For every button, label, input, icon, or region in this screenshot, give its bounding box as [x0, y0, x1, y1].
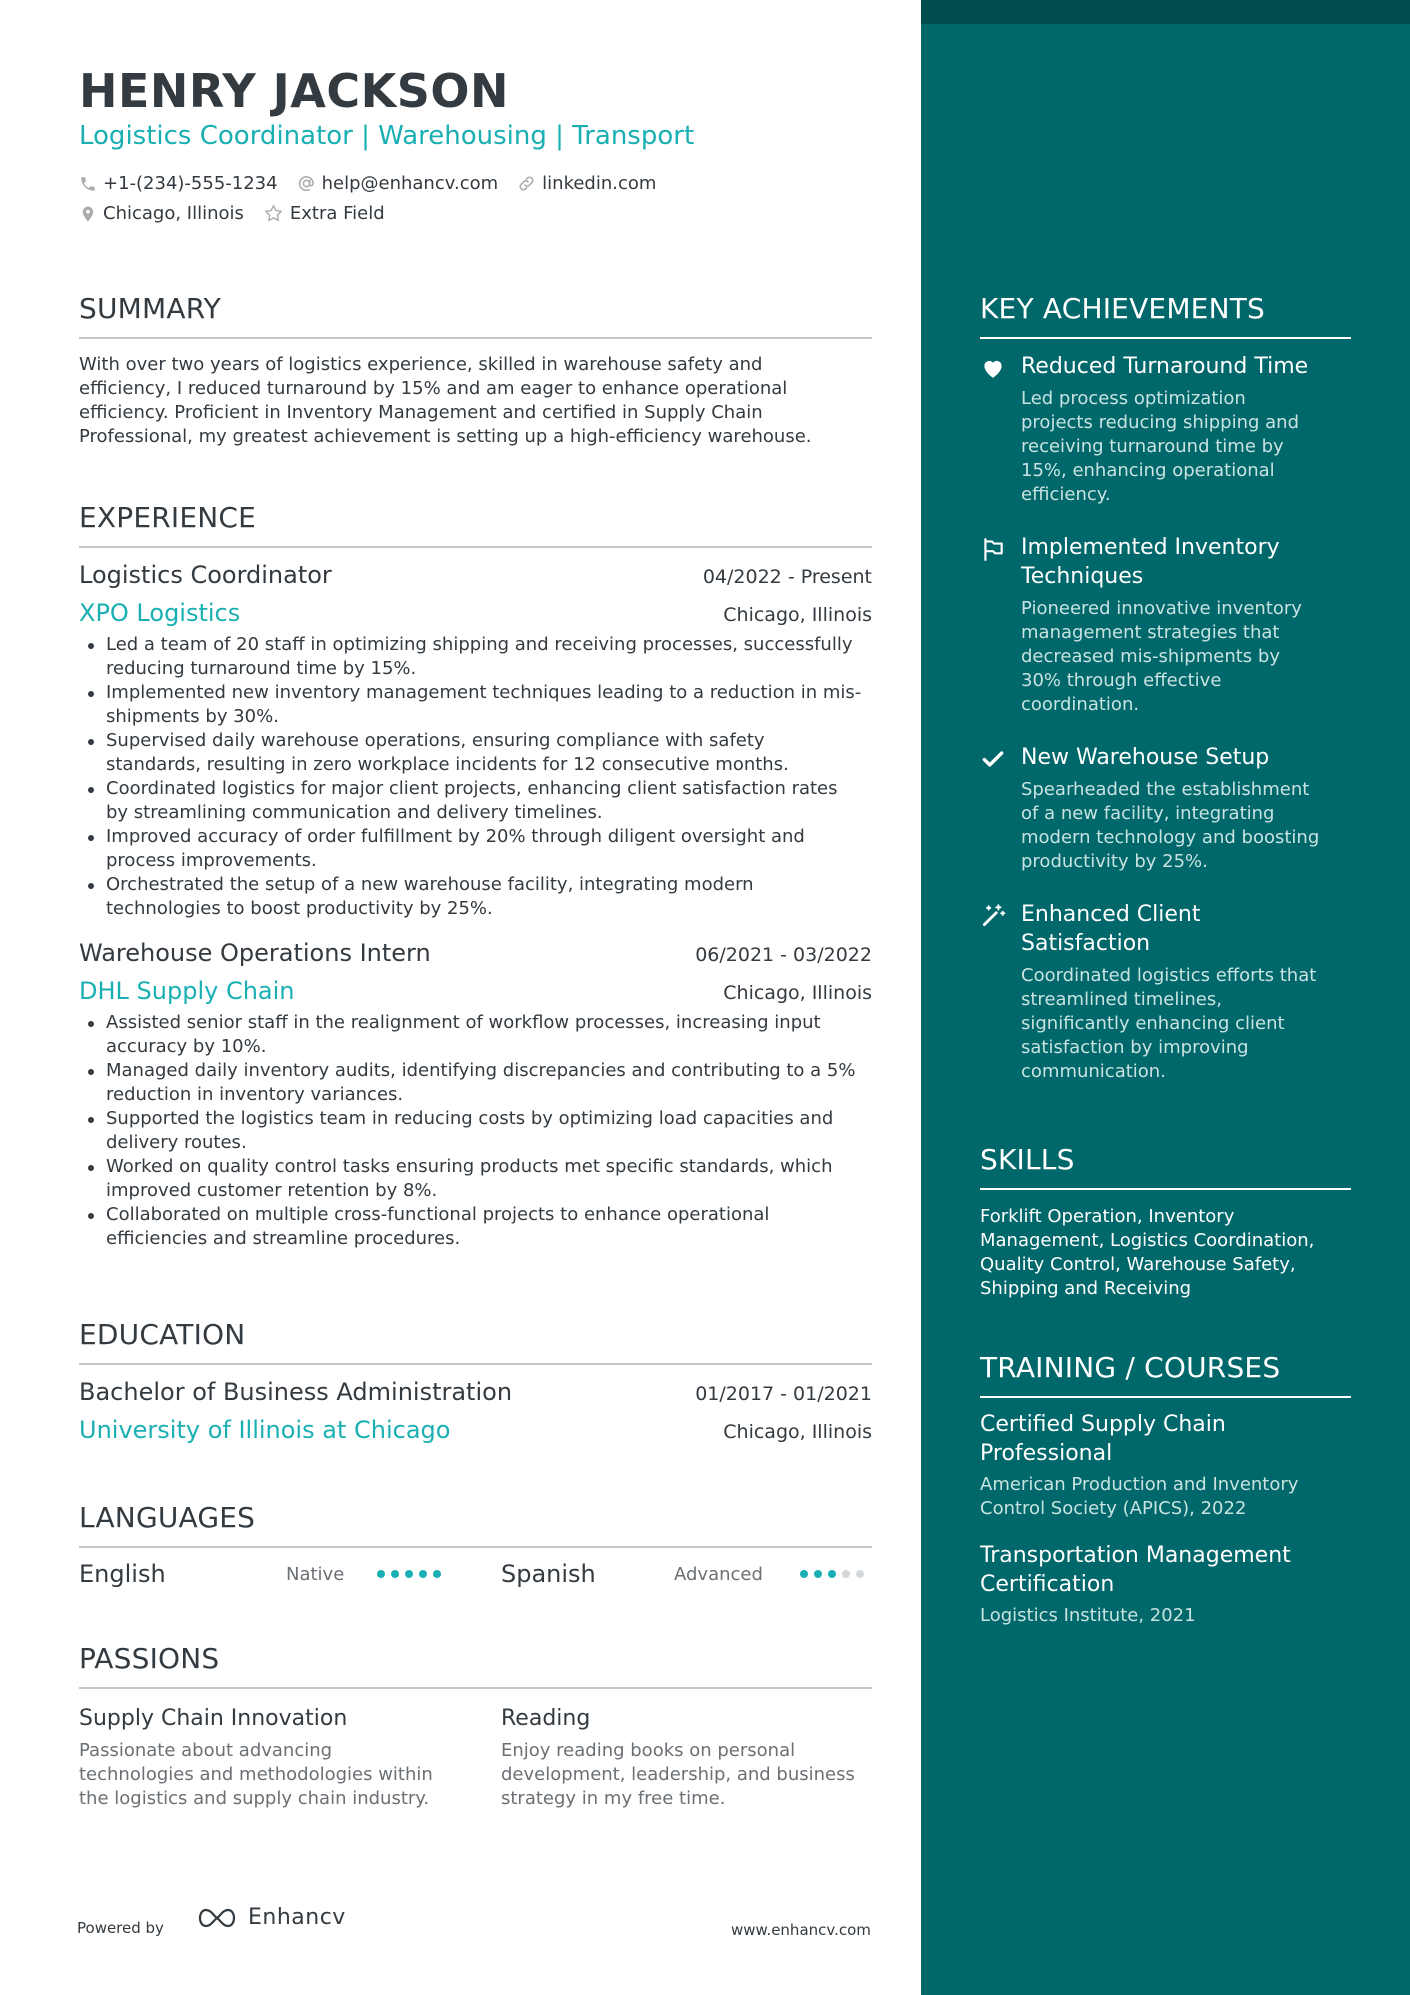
job-company[interactable]: XPO Logistics [79, 599, 241, 627]
achievement-title: Implemented Inventory Techniques [1021, 535, 1280, 589]
footer-url[interactable]: www.enhancv.com [731, 1921, 871, 1939]
rating-dot-empty [842, 1570, 850, 1578]
passion-item [79, 1704, 459, 1811]
language-name: English [79, 1560, 166, 1588]
location-pin-icon [79, 204, 97, 224]
education-degree: Bachelor of Business Administration [79, 1378, 513, 1406]
course-item [980, 1410, 1351, 1521]
job-bullet: Worked on quality control tasks ensuring products met specific standards, which improved customer retention by 8%. [79, 1155, 872, 1203]
link-icon [517, 174, 536, 193]
job-bullet: Orchestrated the setup of a new warehouse facility, integrating modern technologies to boost productivity by 25%. [79, 873, 872, 921]
job-location: Chicago, Illinois [723, 604, 872, 626]
heart-icon [980, 355, 1006, 381]
star-icon [263, 203, 284, 224]
rating-dot-filled [377, 1570, 385, 1578]
rating-dot-filled [433, 1570, 441, 1578]
passion-description: Passionate about advancing technologies and methodologies within the logistics and supply chain industry. [79, 1740, 433, 1809]
summary-line: efficiency, I reduced turnaround by 15% and am eager to enhance operational [79, 378, 788, 399]
job-title: Warehouse Operations Intern [79, 939, 431, 967]
contact-email[interactable] [297, 173, 499, 194]
contact-row-1 [79, 173, 675, 194]
footer-brand-logo[interactable] [194, 1905, 346, 1930]
passions-section [79, 1642, 872, 1824]
achievement-title: New Warehouse Setup [1021, 745, 1270, 770]
course-description: Logistics Institute, 2021 [980, 1605, 1196, 1626]
achievement-item [980, 533, 1351, 717]
job-bullet: Supervised daily warehouse operations, ensuring compliance with safety standards, resulting in zero workplace incidents for 12 consecutive months. [79, 729, 872, 777]
phone-icon [79, 175, 97, 193]
language-rating [377, 1570, 447, 1578]
language-item [501, 1560, 872, 1588]
summary-line: With over two years of logistics experience, skilled in warehouse safety and [79, 354, 763, 375]
languages-heading: LANGUAGES [79, 1501, 872, 1548]
achievement-item [980, 352, 1351, 507]
contact-row-2 [79, 203, 404, 224]
education-date: 01/2017 - 01/2021 [695, 1383, 872, 1405]
contact-email-text: help@enhancv.com [321, 173, 499, 194]
achievement-description: Led process optimization projects reducing shipping and receiving turnaround time by 15%, enhancing operational efficiency. [1021, 388, 1299, 505]
passion-title: Supply Chain Innovation [79, 1706, 348, 1731]
job-entry [79, 939, 872, 1251]
passion-title: Reading [501, 1706, 591, 1731]
rating-dot-filled [419, 1570, 427, 1578]
rating-dot-filled [800, 1570, 808, 1578]
skills-section [980, 1143, 1351, 1301]
language-level: Native [286, 1564, 345, 1585]
job-date: 06/2021 - 03/2022 [695, 944, 872, 966]
contact-phone[interactable] [79, 173, 278, 194]
training-section [980, 1351, 1351, 1628]
achievement-description: Pioneered innovative inventory management strategies that decreased mis-shipments by 30% through effective coordination. [1021, 598, 1302, 715]
achievements-section [980, 292, 1351, 1084]
languages-section [79, 1501, 872, 1600]
language-rating [800, 1570, 870, 1578]
achievement-description: Spearheaded the establishment of a new facility, integrating modern technology and boosting productivity by 25%. [1021, 779, 1320, 872]
passions-heading: PASSIONS [79, 1642, 872, 1689]
language-item [79, 1560, 459, 1588]
enhancv-logo-icon [194, 1906, 240, 1930]
job-bullet: Improved accuracy of order fulfillment by 20% through diligent oversight and process improvements. [79, 825, 872, 873]
summary-section [79, 292, 872, 449]
contact-linkedin[interactable] [517, 173, 656, 194]
course-item [980, 1541, 1351, 1628]
rating-dot-filled [814, 1570, 822, 1578]
experience-section [79, 501, 872, 1251]
language-name: Spanish [501, 1560, 596, 1588]
job-date: 04/2022 - Present [702, 566, 872, 588]
contact-extra-text: Extra Field [289, 203, 385, 224]
education-location: Chicago, Illinois [723, 1421, 872, 1443]
passion-description: Enjoy reading books on personal development, leadership, and business strategy in my free time. [501, 1740, 855, 1809]
skills-heading: SKILLS [980, 1143, 1351, 1190]
job-bullet: Led a team of 20 staff in optimizing shipping and receiving processes, successfully reducing turnaround time by 15%. [79, 633, 872, 681]
at-sign-icon [297, 174, 316, 193]
job-company[interactable]: DHL Supply Chain [79, 977, 295, 1005]
job-title: Logistics Coordinator [79, 561, 332, 589]
achievement-description: Coordinated logistics efforts that streamlined timelines, significantly enhancing client satisfaction by improving communication. [1021, 965, 1317, 1082]
footer-powered-by: Powered by [77, 1919, 164, 1937]
job-location: Chicago, Illinois [723, 982, 872, 1004]
summary-heading: SUMMARY [79, 292, 872, 339]
course-title: Certified Supply Chain Professional [980, 1412, 1226, 1466]
contact-location-text: Chicago, Illinois [103, 203, 244, 224]
achievement-title: Enhanced Client Satisfaction [1021, 902, 1201, 956]
passion-item [501, 1704, 881, 1811]
summary-line: efficiency. Proficient in Inventory Management and certified in Supply Chain [79, 402, 763, 423]
contact-phone-text: +1-(234)-555-1234 [103, 173, 278, 194]
rating-dot-empty [856, 1570, 864, 1578]
job-bullet: Managed daily inventory audits, identifying discrepancies and contributing to a 5% reduction in inventory variances. [79, 1059, 872, 1107]
job-bullets [79, 1011, 872, 1251]
job-bullets [79, 633, 872, 921]
job-bullet: Implemented new inventory management techniques leading to a reduction in mis- shipments by 30%. [79, 681, 872, 729]
achievement-title: Reduced Turnaround Time [1021, 354, 1309, 379]
achievements-heading: KEY ACHIEVEMENTS [980, 292, 1351, 339]
candidate-name: HENRY JACKSON [79, 64, 510, 118]
footer-brand-text: Enhancv [248, 1905, 346, 1930]
education-school[interactable]: University of Illinois at Chicago [79, 1416, 451, 1444]
skills-list: Forklift Operation, Inventory Management, Logistics Coordination, Quality Control, Warehouse Safety, Shipping and Receiving [980, 1206, 1315, 1299]
summary-text [79, 353, 872, 449]
education-heading: EDUCATION [79, 1318, 872, 1365]
checkmark-icon [980, 746, 1006, 772]
contact-linkedin-text: linkedin.com [542, 173, 657, 194]
candidate-subtitle: Logistics Coordinator | Warehousing | Transport [79, 121, 695, 151]
sidebar-top-strip [921, 0, 1410, 24]
contact-location [79, 203, 244, 224]
language-level: Advanced [674, 1564, 763, 1585]
summary-line: Professional, my greatest achievement is setting up a high-efficiency warehouse. [79, 426, 812, 447]
job-bullet: Coordinated logistics for major client projects, enhancing client satisfaction rates by streamlining communication and delivery timelines. [79, 777, 872, 825]
education-section [79, 1318, 872, 1444]
sidebar [921, 0, 1410, 1995]
contact-extra [263, 203, 385, 224]
magic-wand-icon [980, 903, 1006, 929]
rating-dot-filled [391, 1570, 399, 1578]
course-description: American Production and Inventory Control Society (APICS), 2022 [980, 1474, 1299, 1519]
achievement-item [980, 743, 1351, 874]
course-title: Transportation Management Certification [980, 1543, 1291, 1597]
achievement-item [980, 900, 1351, 1084]
rating-dot-filled [828, 1570, 836, 1578]
job-bullet: Collaborated on multiple cross-functional projects to enhance operational efficiencies and streamline procedures. [79, 1203, 872, 1251]
flag-icon [980, 536, 1006, 562]
job-bullet: Assisted senior staff in the realignment of workflow processes, increasing input accuracy by 10%. [79, 1011, 872, 1059]
rating-dot-filled [405, 1570, 413, 1578]
training-heading: TRAINING / COURSES [980, 1351, 1351, 1398]
job-bullet: Supported the logistics team in reducing costs by optimizing load capacities and delivery routes. [79, 1107, 872, 1155]
experience-heading: EXPERIENCE [79, 501, 872, 548]
job-entry [79, 561, 872, 921]
